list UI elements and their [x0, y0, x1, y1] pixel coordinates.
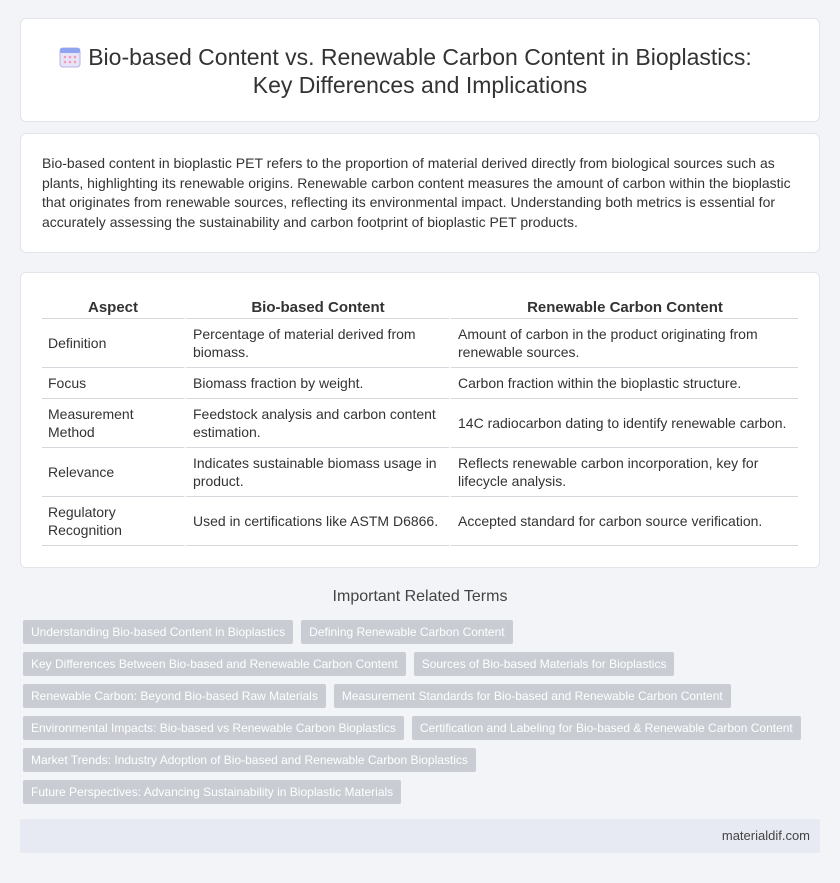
- row-renewable: Carbon fraction within the bioplastic structure.: [449, 368, 798, 399]
- tag-row: [23, 620, 803, 644]
- related-terms-list: [23, 620, 803, 812]
- related-term-link[interactable]: Key Differences Between Bio-based and Renewable Carbon Content: [23, 652, 406, 676]
- header-aspect: Aspect: [42, 297, 184, 319]
- header-renewable-carbon-content: Renewable Carbon Content: [449, 297, 798, 319]
- related-term-link[interactable]: Renewable Carbon: Beyond Bio-based Raw Materials: [23, 684, 326, 708]
- row-aspect: Focus: [42, 368, 184, 399]
- comparison-table: [42, 297, 798, 546]
- table-header-row: [42, 297, 798, 319]
- row-bio-based: Feedstock analysis and carbon content estimation.: [184, 399, 449, 448]
- table-row: [42, 319, 798, 368]
- row-bio-based: Indicates sustainable biomass usage in product.: [184, 448, 449, 497]
- page-title-line-2: Key Differences and Implications: [252, 72, 588, 98]
- tag-row: [23, 652, 803, 676]
- row-renewable: Accepted standard for carbon source verification.: [449, 497, 798, 546]
- related-term-link[interactable]: Sources of Bio-based Materials for Bioplastics: [414, 652, 675, 676]
- tag-row: [23, 716, 803, 740]
- tag-row: [23, 780, 803, 804]
- comparison-table-card: [20, 272, 820, 568]
- tag-row: [23, 748, 803, 772]
- row-aspect: Measurement Method: [42, 399, 184, 448]
- related-terms-heading: Important Related Terms: [332, 588, 508, 605]
- row-bio-based: Used in certifications like ASTM D6866.: [184, 497, 449, 546]
- row-aspect: Definition: [42, 319, 184, 368]
- intro-paragraph: Bio-based content in bioplastic PET refers to the proportion of material derived directly from biological sources such as plants, highlighting its renewable origins. Renewable carbon content measures the amount of carbon within the bioplastic that originates from renewable sources, reflecting its environmental impact. Understanding both metrics is essential for accurately assessing the sustainability and carbon footprint of bioplastic PET products.: [42, 155, 791, 230]
- intro-card: [20, 133, 820, 253]
- related-term-link[interactable]: Measurement Standards for Bio-based and Renewable Carbon Content: [334, 684, 731, 708]
- related-term-link[interactable]: Understanding Bio-based Content in Bioplastics: [23, 620, 293, 644]
- related-term-link[interactable]: Future Perspectives: Advancing Sustainability in Bioplastic Materials: [23, 780, 401, 804]
- related-term-link[interactable]: Environmental Impacts: Bio-based vs Renewable Carbon Bioplastics: [23, 716, 404, 740]
- tag-row: [23, 684, 803, 708]
- row-renewable: Reflects renewable carbon incorporation, key for lifecycle analysis.: [449, 448, 798, 497]
- row-renewable: Amount of carbon in the product originating from renewable sources.: [449, 319, 798, 368]
- table-row: [42, 399, 798, 448]
- footer-site-name: materialdif.com: [721, 828, 810, 843]
- footer: [20, 819, 820, 853]
- related-term-link[interactable]: Certification and Labeling for Bio-based & Renewable Carbon Content: [412, 716, 801, 740]
- row-renewable: 14C radiocarbon dating to identify renewable carbon.: [449, 399, 798, 448]
- row-bio-based: Percentage of material derived from biomass.: [184, 319, 449, 368]
- related-term-link[interactable]: Defining Renewable Carbon Content: [301, 620, 512, 644]
- page-title-line-1: Bio-based Content vs. Renewable Carbon Content in Bioplastics:: [88, 44, 752, 70]
- related-term-link[interactable]: Market Trends: Industry Adoption of Bio-based and Renewable Carbon Bioplastics: [23, 748, 476, 772]
- page-title: [21, 43, 819, 99]
- row-bio-based: Biomass fraction by weight.: [184, 368, 449, 399]
- table-row: [42, 497, 798, 546]
- header-card: [20, 18, 820, 122]
- header-bio-based-content: Bio-based Content: [184, 297, 449, 319]
- table-row: [42, 368, 798, 399]
- row-aspect: Regulatory Recognition: [42, 497, 184, 546]
- row-aspect: Relevance: [42, 448, 184, 497]
- table-row: [42, 448, 798, 497]
